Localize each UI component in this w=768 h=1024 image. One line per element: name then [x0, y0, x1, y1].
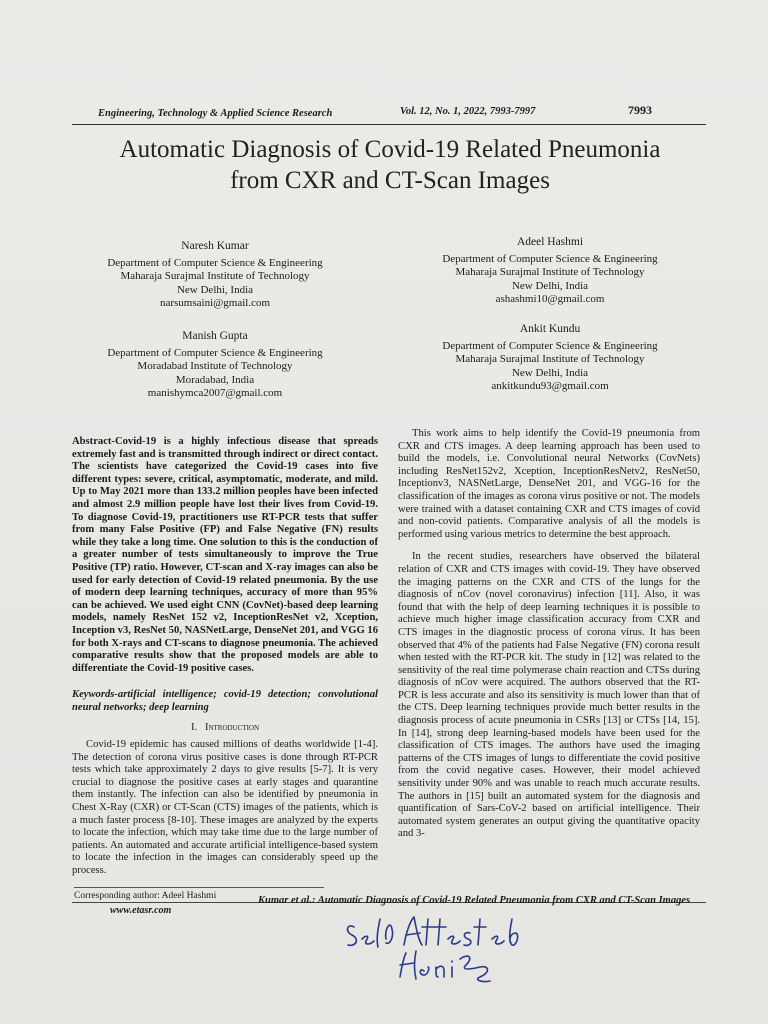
author-email: manishymca2007@gmail.com: [147, 387, 283, 399]
author-city: New Delhi, India: [511, 279, 589, 292]
author-inst: Moradabad Institute of Technology: [137, 360, 293, 372]
author-dept: Department of Computer Science & Engineering: [107, 256, 323, 269]
footnote-rule: [74, 887, 324, 888]
section-title: Introduction: [204, 722, 260, 734]
section-number: I.: [190, 722, 198, 734]
author-name: Naresh Kumar: [181, 240, 249, 252]
footnote: Corresponding author: Adeel Hashmi: [74, 891, 217, 901]
title-line-1: Automatic Diagnosis of Covid-19 Related Pneumonia: [119, 136, 661, 163]
author-name: Adeel Hashmi: [516, 236, 584, 248]
author-email: ashashmi10@gmail.com: [495, 293, 605, 305]
left-column: [72, 436, 378, 878]
page-number: 7993: [628, 103, 652, 117]
footer-citation: Kumar et al.: Automatic Diagnosis of Covid-19 Related Pneumonia from CXR and CT-Scan Images: [258, 895, 691, 906]
author-name: Manish Gupta: [182, 330, 248, 342]
author-dept: Department of Computer Science & Engineering: [442, 339, 658, 352]
author-name: Ankit Kundu: [519, 323, 581, 335]
keywords: Keywords-artificial intelligence; covid-19 detection; convolutional neural networks; deep learning: [72, 689, 378, 713]
author-block-4: [415, 323, 685, 394]
author-city: Moradabad, India: [175, 373, 255, 386]
footer-website: www.etasr.com: [110, 905, 172, 916]
body-paragraph-2: In the recent studies, researchers have observed the bilateral relation of CXR and CTS images with covid-19. They have observed the imaging patterns on the CXR and CTS of the lungs for the diagnosis of nCov (novel coronavirus) infection [11]. Also, it was found that with the help of deep learning techniques it is possible to achieve much higher image classification accuracy from CXR and CTS images in the diagnostic process of corona virus. It has been observed that 4% of the patients had False Negative (FN) corona result when tested with the RT-PCR kit. The study in [12] was related to the sensitivity of the real time polymerase chain reaction and CTSs during diagnosis of nCov were acquired. The authors observed that the RT-PCR is less accurate and also its sensitivity is much lower than that of the CTS. Deep learning techniques provide much better results in the diagnosis process of acute pneumonia in CSRs [13] or CTSs [14, 15]. In [14], strong deep learning-based models have been used for the classification of CTS images. The authors have used the imaging patterns of the CTS images of lungs to differentiate the covid positive from the covid negative cases. However, their model achieved sensitivity under 90% and was unable to reach much accurate results. The authors in [15] built an automated system for the diagnosis and quantification of Sars-CoV-2 based on artificial intelligence. Their automated system generates an output giving the quantitative opacity and 3-: [398, 551, 700, 840]
paper-title: [60, 134, 720, 196]
author-email: ankitkundu93@gmail.com: [491, 380, 609, 392]
author-inst: Maharaja Surajmal Institute of Technology: [120, 270, 310, 282]
author-city: New Delhi, India: [511, 366, 589, 379]
author-dept: Department of Computer Science & Engineering: [442, 252, 658, 265]
abstract: Abstract-Covid-19 is a highly infectious disease that spreads extremely fast and is transmitted through indirect or direct contact. The scientists have categorized the Covid-19 cases into five different types: severe, critical, asymptomatic, moderate, and mild. Up to May 2021 more than 133.2 million peoples have been infected and almost 2.9 million people have lost their lives from Covid-19. To diagnose Covid-19, practitioners use RT-PCR tests that suffer from many False Positive (FP) and False Negative (FN) results while they take a long time. One solution to this is the conduction of a greater number of tests simultaneously to improve the True Positive (TP) ratio. However, CT-scan and X-ray images can also be used for early detection of Covid-19 related pneumonia. By the use of modern deep learning techniques, accuracy of more than 95% can be achieved. We used eight CNN (CovNet)-based deep learning models, namely ResNet 152 v2, InceptionResNet v2, Xception, Inception v3, ResNet 50, NASNetLarge, DenseNet 201, and VGG 16 for both X-rays and CT-scans to diagnose pneumonia. The achieved comparative results show that the proposed models are able to differentiate the Covid-19 positive cases.: [72, 436, 378, 674]
author-block-3: [80, 330, 350, 401]
header-rule: [72, 124, 706, 125]
author-city: New Delhi, India: [176, 283, 254, 296]
journal-name: Engineering, Technology & Applied Science Research: [98, 108, 333, 119]
author-email: narsumsaini@gmail.com: [159, 297, 271, 309]
section-heading: [72, 722, 378, 735]
body-paragraph-1: This work aims to help identify the Covid-19 pneumonia from CXR and CTS images. A deep learning approach has been used to build the models, i.e. Convolutional neural Networks (CovNets) including ResNet152v2, Xception, InceptionResNetv2, ResNet50, Inceptionv3, NASNetLarge, DenseNet 201, and VGG-16 for the classification of the images as corona virus positive or not. The models were trained with a dataset containing CXR and CTS images of covid and non-covid patients. Comparative analysis of all the models is performed using various metrics to determine the best approach.: [398, 428, 700, 540]
author-inst: Maharaja Surajmal Institute of Technology: [455, 353, 645, 365]
author-inst: Maharaja Surajmal Institute of Technology: [455, 266, 645, 278]
author-block-2: [415, 236, 685, 307]
intro-paragraph: Covid-19 epidemic has caused millions of deaths worldwide [1-4]. The detection of corona virus positive cases is done through RT-PCR tests which take approximately 2 days to give results [5-7]. It is very crucial to diagnose the positive cases at early stages and quarantine them instantly. The infection can also be identified by pneumonia in Chest X-Ray (CXR) or CT-Scan (CTS) images of the patients, which is a much faster process [8-10]. These images are analyzed by the experts to locate the infection, which may take time due to the large number of patients. An automated and accurate artificial intelligence-based system to locate the infection in the images can considerably speed up the process.: [72, 739, 378, 876]
volume-info: Vol. 12, No. 1, 2022, 7993-7997: [400, 106, 536, 117]
author-dept: Department of Computer Science & Engineering: [107, 346, 323, 359]
author-block-1: [80, 240, 350, 311]
handwritten-signature: [340, 905, 540, 985]
title-line-2: from CXR and CT-Scan Images: [230, 167, 550, 194]
right-column: [398, 428, 700, 841]
